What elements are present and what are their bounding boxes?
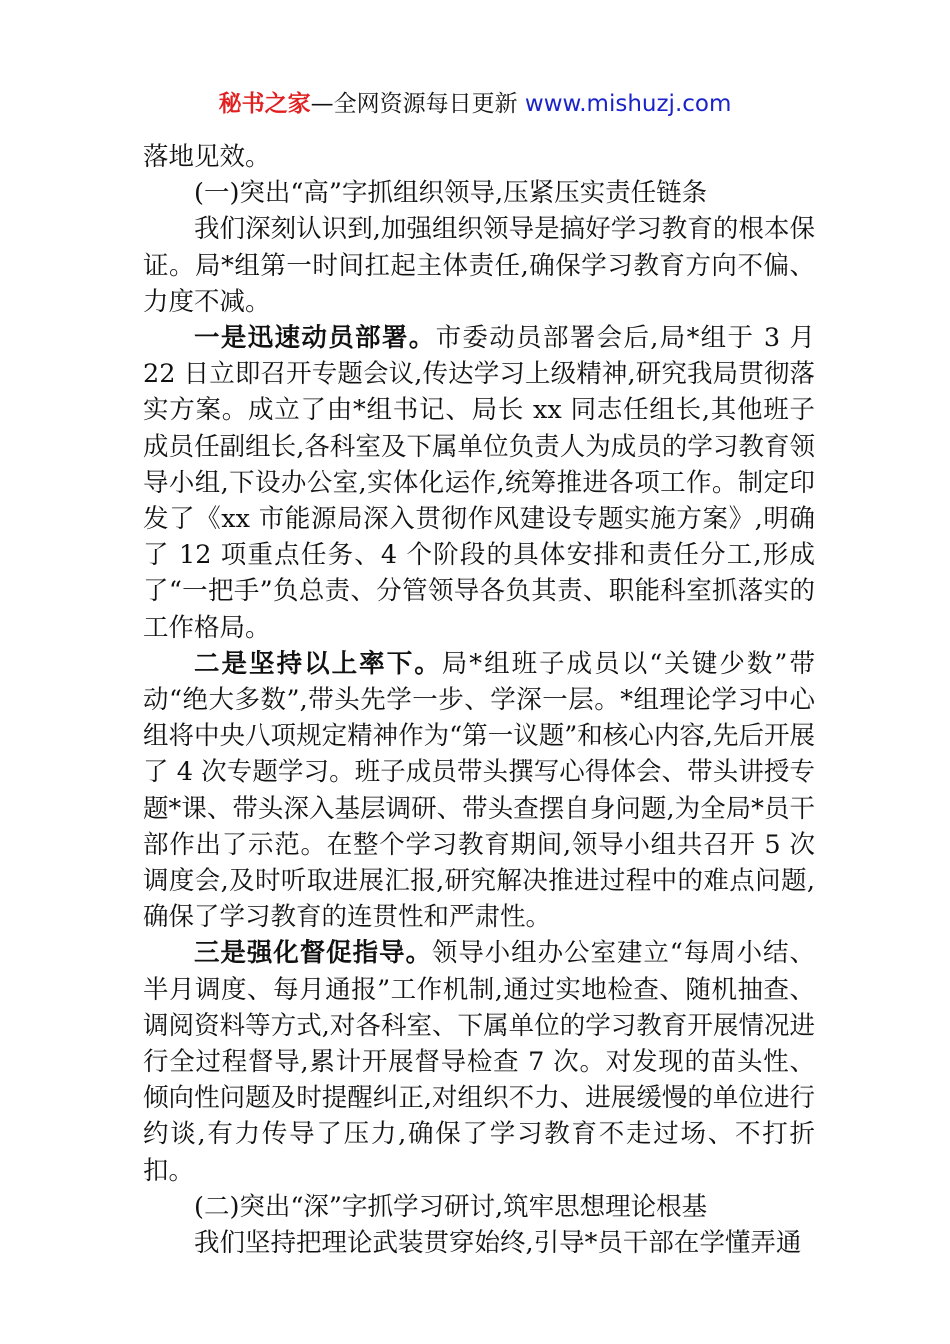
site-url-link[interactable]: www.mishuzj.com	[524, 91, 732, 117]
site-header	[0, 86, 950, 122]
paragraph-lead: 三是强化督促指导。	[194, 938, 432, 969]
paragraph-text: 领导小组办公室建立“每周小结、半月调度、每月通报”工作机制,通过实地检查、随机抽查、调阅资料等方式,对各科室、下属单位的学习教育开展情况进行全过程督导,累计开展督导检查 7 次。对发现的苗头性、倾向性问题及时提醒纠正,对组织不力、进展缓慢的单位进行约谈,有力传导了压力,确保了学习教育不走过场、不打折扣。	[143, 938, 815, 1186]
paragraph-mobilize	[143, 320, 815, 646]
paragraph-lead: 一是迅速动员部署。	[194, 323, 436, 354]
paragraph-theory: 我们坚持把理论武装贯穿始终,引导*员干部在学懂弄通	[194, 1228, 802, 1259]
paragraph-intro: 我们深刻认识到,加强组织领导是搞好学习教育的根本保证。局*组第一时间扛起主体责任,确保学习教育方向不偏、力度不减。	[143, 214, 815, 317]
paragraph-supervision	[143, 935, 815, 1188]
paragraph-lead-by-example	[143, 646, 815, 936]
paragraph-text: 市委动员部署会后,局*组于 3 月 22 日立即召开专题会议,传达学习上级精神,研究我局贯彻落实方案。成立了由*组书记、局长 xx 同志任组长,其他班子成员任副组长,各科室及下属单位负责人为成员的学习教育领导小组,下设办公室,实体化运作,统筹推进各项工作。制定印发了《xx 市能源局深入贯彻作风建设专题实施方案》,明确了 12 项重点任务、4 个阶段的具体安排和责任分工,形成了“一把手”负总责、分管领导各负其责、职能科室抓落实的工作格局。	[143, 323, 815, 643]
brand-name: 秘书之家	[218, 91, 311, 117]
paragraph-lead: 二是坚持以上率下。	[194, 648, 442, 679]
header-slogan: —全网资源每日更新	[310, 91, 518, 117]
paragraph-continuation: 落地见效。	[143, 142, 271, 172]
section-heading-2: (二)突出“深”字抓学习研讨,筑牢思想理论根基	[194, 1191, 708, 1222]
paragraph-text: 局*组班子成员以“关键少数”带动“绝大多数”,带头先学一步、学深一层。*组理论学习中心组将中央八项规定精神作为“第一议题”和核心内容,先后开展了 4 次专题学习。班子成员带头撰写心得体会、带头讲授专题*课、带头深入基层调研、带头查摆自身问题,为全局*员干部作出了示范。在整个学习教育期间,领导小组共召开 5 次调度会,及时听取进展汇报,研究解决推进过程中的难点问题,确保了学习教育的连贯性和严肃性。	[143, 648, 815, 933]
document-body	[143, 139, 815, 1261]
section-heading-1: (一)突出“高”字抓组织领导,压紧压实责任链条	[194, 178, 708, 209]
